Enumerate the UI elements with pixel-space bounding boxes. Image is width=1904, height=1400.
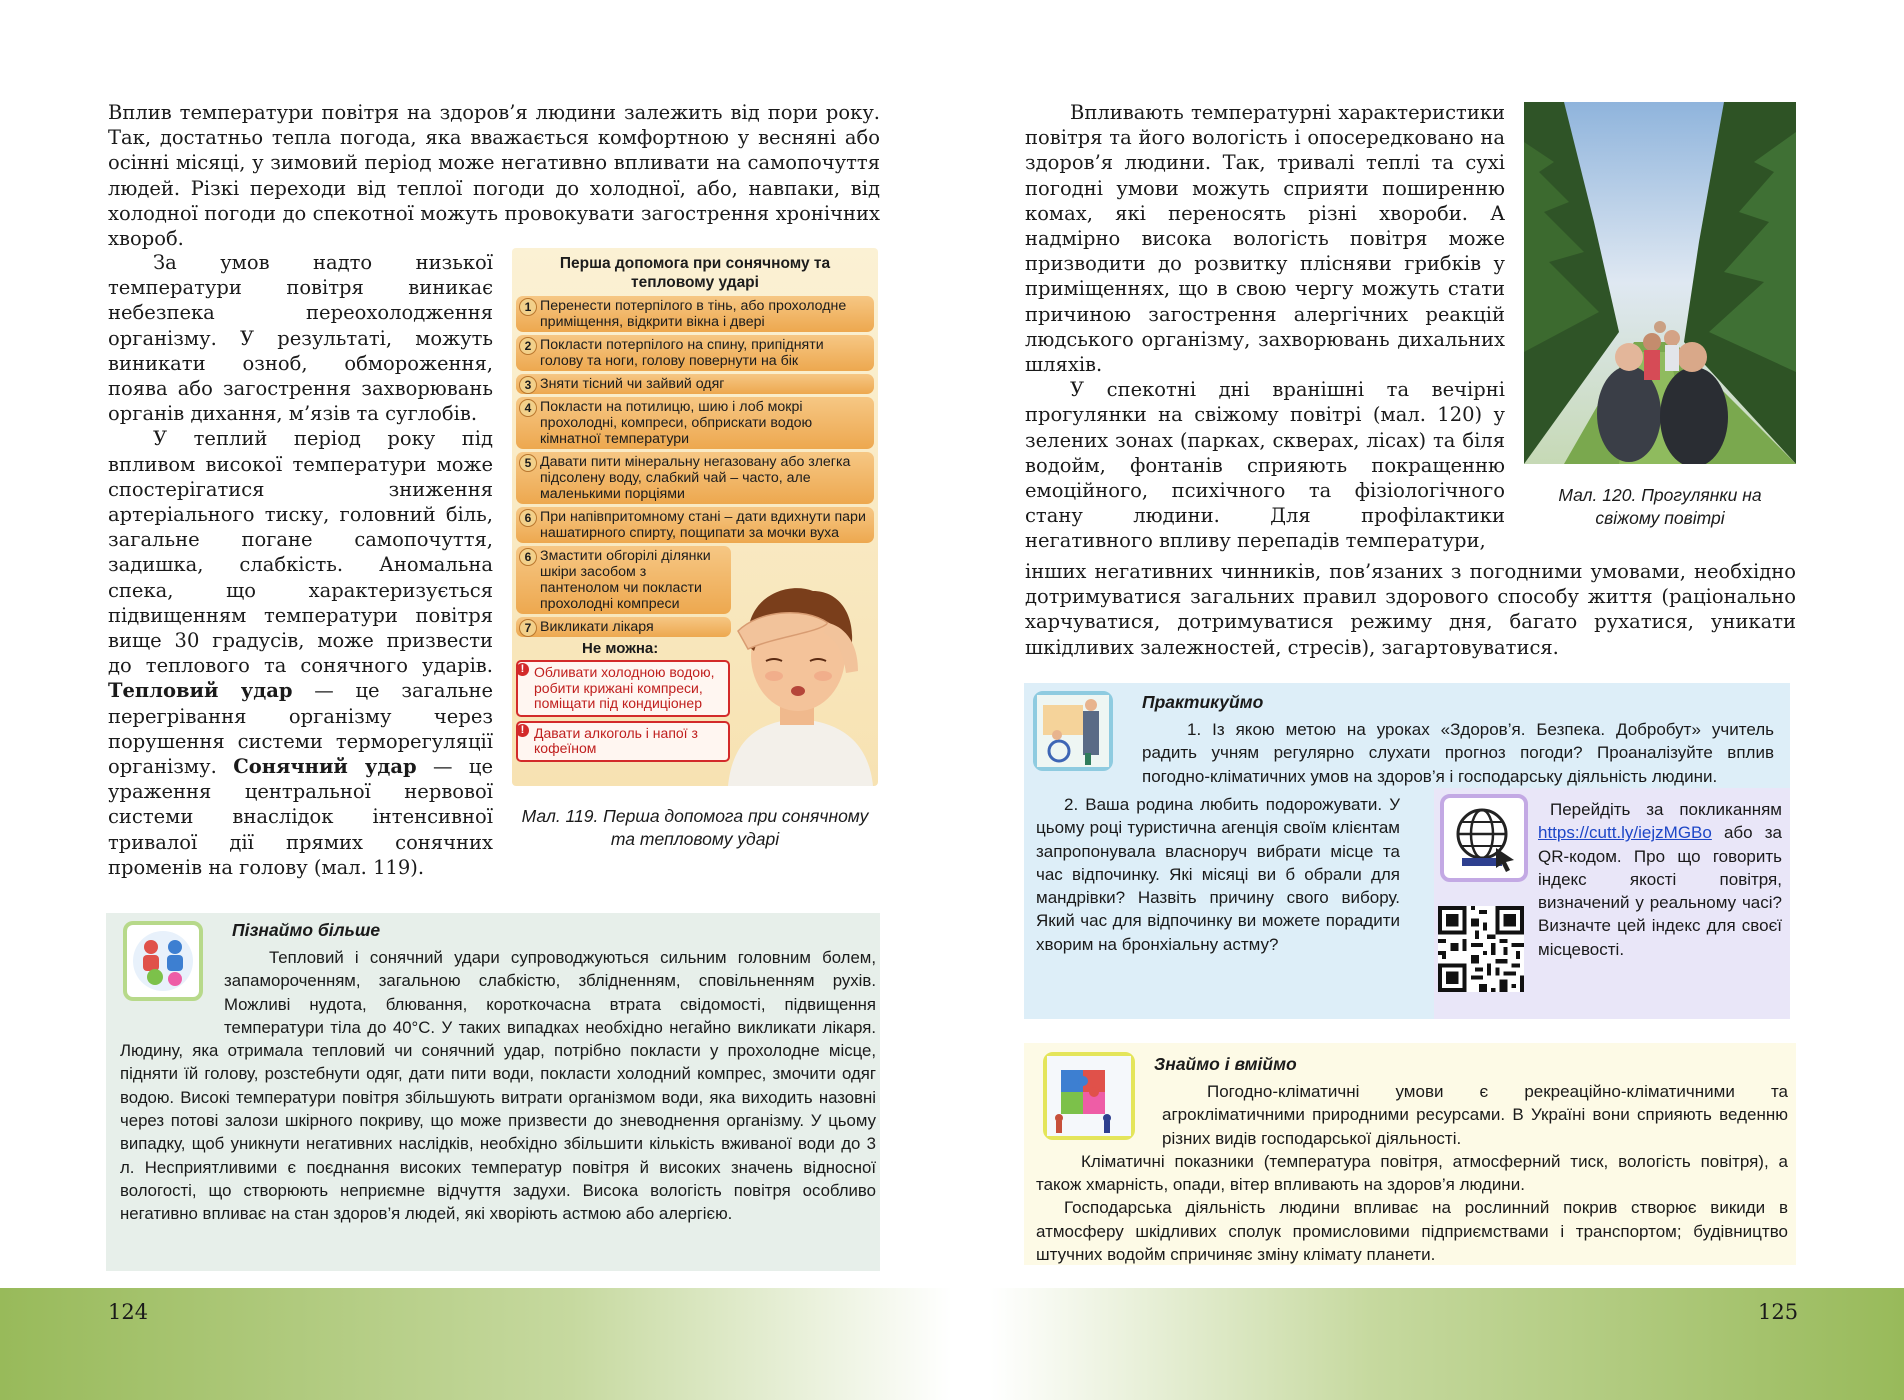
- page-number-right: 125: [1758, 1300, 1799, 1324]
- aid-step: 2 Покласти потерпілого на спину, припідняти голову та ноги, голову повернути на бік: [516, 335, 874, 371]
- figure-120-caption: Мал. 120. Прогулянки на свіжому повітрі: [1558, 485, 1762, 528]
- web-resource-box: [1434, 788, 1790, 1019]
- humidity-paragraph: Впливають температурні характеристики повітря та його вологість і опосередковано на здоров’я людини. Так, тривалі теплі та сухі погодні умови можуть сприяти поширенню комах, які переносять різні хвороби. А надмірно висока вологість повітря може призводити до розвитку плісняви грибків у приміщеннях, що в свою чергу можуть стати причиною загострення алергічних реакцій людського організму, захворювань дихальних шляхів.: [1025, 101, 1505, 377]
- forest-walk-photo: [1524, 102, 1796, 464]
- aid-step: 6 При напівпритомному стані – дати вдихнути пари нашатирного спирту, пощипати за мочки вуха: [516, 507, 874, 543]
- not-allowed-title: Не можна:: [582, 640, 659, 657]
- learn-more-text: Тепловий і сонячний удари супроводжуються сильним головним болем, запамороченням, загальною слабкістю, зблідненням, сповільненням рухів. Можливі нудота, блювання, короткочасна втрата свідомості, підвищення температури тіла до 40°С. У таких випадках необхідно негайно викликати лікаря. Людину, яка отримала тепловий чи сонячний удар, потрібно покласти у прохолодне місце, підняти їй голову, розстебнути одяг, дати пити води, покласти холодний компрес, змочити одяг водою. Високі температури повітря збільшують витрати організмом води, яка виходить назовні через потові залози шкірного покриву, що може призвести до зневоднення організму. У цьому випадку, щоб уникнути негативних наслідків, необхідно збільшити кількість вживаної води до 3 л. Несприятливими є поєднання високих температур повітря й високих значень відносної вологості, що створюють неприємне відчуття задухи. Висока вологість повітря особливо негативно впливає на стан здоров’я людей, які хворіють астмою або алергією.: [120, 948, 876, 1224]
- cold-paragraph: За умов надто низької температури повітря виникає небезпека переохолодження організму. У результаті, можуть виникати озноб, обмороження, поява або загострення захворювань органів дихання, м’язів та суглобів.: [108, 251, 493, 426]
- aid-step: 4 Покласти на потилицю, шию і лоб мокрі прохолодні, компреси, обприскати водою кімнатної температури: [516, 397, 874, 449]
- practice-icon: [1033, 691, 1113, 771]
- first-aid-infographic: [512, 248, 878, 786]
- aid-step: 5 Давати пити мінеральну негазовану або злегка підсолену воду, слабкий чай – часто, але маленькими порціями: [516, 452, 874, 504]
- infographic-title: Перша допомога при сонячному та тепловому ударі: [559, 255, 831, 291]
- web-resource-text: Перейдіть за покликанням https://cutt.ly/iejzMGBo або за QR-кодом. Про що говорить індекс якості повітря, визначений у реальному часі? Визначте цей індекс для своєї місцевості.: [1538, 800, 1782, 959]
- practice-task-1: 1. Із якою метою на уроках «Здоров’я. Безпека. Добробут» учитель радить учням регулярно слухати прогноз погоди? Проаналізуйте вплив погодно-кліматичних умов на здоров’я і господарську діяльність людини.: [1142, 720, 1774, 786]
- aid-step: 6 Змастити обгорілі ділянки шкіри засобом з пантенолом чи покласти прохолодні компреси: [516, 546, 731, 614]
- page-number-left: 124: [108, 1300, 149, 1324]
- aid-step: 3 Зняти тісний чи зайвий одяг: [516, 374, 874, 394]
- warm-paragraph: У теплий період року під впливом високої температури може спостерігатися зниження артеріального тиску, головний біль, загальне погане самопочуття, задишка, слабкість. Аномальна спека, що характеризується підвищенням температури повітря вище 30 градусів, може призвести до теплового та сонячного ударів. Тепловий удар — це загальне перегрівання організму через порушення системи терморегуляції організму. Сонячний удар — це ураження центральної нервової системи внаслідок інтенсивної тривалої дії прямих сонячних променів на голову (мал. 119).: [108, 427, 493, 879]
- left-text-column: [108, 250, 493, 880]
- resource-link[interactable]: https://cutt.ly/iejzMGBo: [1538, 823, 1712, 843]
- globe-icon: [1440, 794, 1528, 882]
- page-footer: [0, 1288, 1904, 1400]
- aid-step: 7 Викликати лікаря: [516, 617, 731, 637]
- know-and-can-box: [1024, 1043, 1796, 1265]
- right-text-column: [1025, 100, 1505, 554]
- intro-text: Вплив температури повітря на здоров’я людини залежить від пори року. Так, достатньо тепла погода, яка вважається комфортною у весняні або осінні місяці, у зимовий період може негативно впливати на самопочуття людей. Різкі переходи від теплої погоди до холодної, або, навпаки, від холодної погоди до спекотної можуть провокувати загострення хронічних хвороб.: [108, 101, 880, 251]
- warning-icon: !: [516, 724, 529, 737]
- term-sun-stroke: Сонячний удар: [233, 755, 417, 779]
- learn-more-title: Пізнаймо більше: [232, 920, 381, 940]
- figure-119-caption: Мал. 119. Перша допомога при сонячному та тепловому ударі: [521, 806, 869, 849]
- walks-paragraph-continued: інших негативних чинників, пов’язаних з погодними умовами, необхідно дотримуватися загальних правил здорового способу життя (раціонально харчуватися, дотримуватися режиму дня, багато рухатися, уникати шкідливих залежностей, стресів), загартовуватися.: [1025, 560, 1796, 659]
- intro-paragraph: [108, 100, 880, 251]
- learn-more-box: [106, 913, 880, 1271]
- warning-icon: !: [516, 663, 529, 676]
- practice-task-2: 2. Ваша родина любить подорожувати. У цьому році туристична агенція своїм клієнтам запропонувала власноруч вибрати місце та час відпочинку. Які місяці ви б обрали для мандрівки? Назвіть причину свого вибору. Який час для відпочинку ви можете порадити хворим на бронхіальну астму?: [1036, 795, 1400, 954]
- walks-paragraph: У спекотні дні вранішні та вечірні прогулянки на свіжому повітрі (мал. 120) у зелених зонах (парках, скверах, лісах) та біля водойм, фонтанів сприяють покращенню емоційного, психічного та фізіологічного стану людини. Для профілактики негативного впливу перепадів температури,: [1025, 378, 1505, 553]
- term-heat-stroke: Тепловий удар: [108, 679, 293, 703]
- practice-title: Практикуймо: [1142, 692, 1264, 712]
- not-allowed-item: ! Давати алкоголь і напої з кофеїном: [516, 721, 730, 762]
- boy-illustration: [718, 561, 878, 786]
- not-allowed-item: ! Обливати холодною водою, робити крижані компреси, поміщати під кондиціонер: [516, 660, 730, 717]
- know-title: Знаймо і вміймо: [1154, 1054, 1297, 1074]
- icon-spacer: [120, 946, 224, 1037]
- icon-spacer: [1036, 1080, 1162, 1148]
- qr-code[interactable]: [1438, 906, 1524, 992]
- aid-step: 1 Перенести потерпілого в тінь, або прохолодне приміщення, відкрити вікна і двері: [516, 296, 874, 332]
- know-text: Погодно-кліматичні умови є рекреаційно-кліматичними та агрокліматичними природними ресурсами. В Україні вони сприяють веденню різних видів господарської діяльності. Кліматичні показники (температура повітря, атмосферний тиск, вологість повітря), а також хмарність, опади, вітер впливають на здоров’я людини. Господарська діяльність людини впливає на рослинний покрив створює викиди в атмосферу шкідливих сполук промисловими підприємствами і транспортом; будівництво штучних водойм спричиняє зміну клімату планети.: [1036, 1082, 1788, 1265]
